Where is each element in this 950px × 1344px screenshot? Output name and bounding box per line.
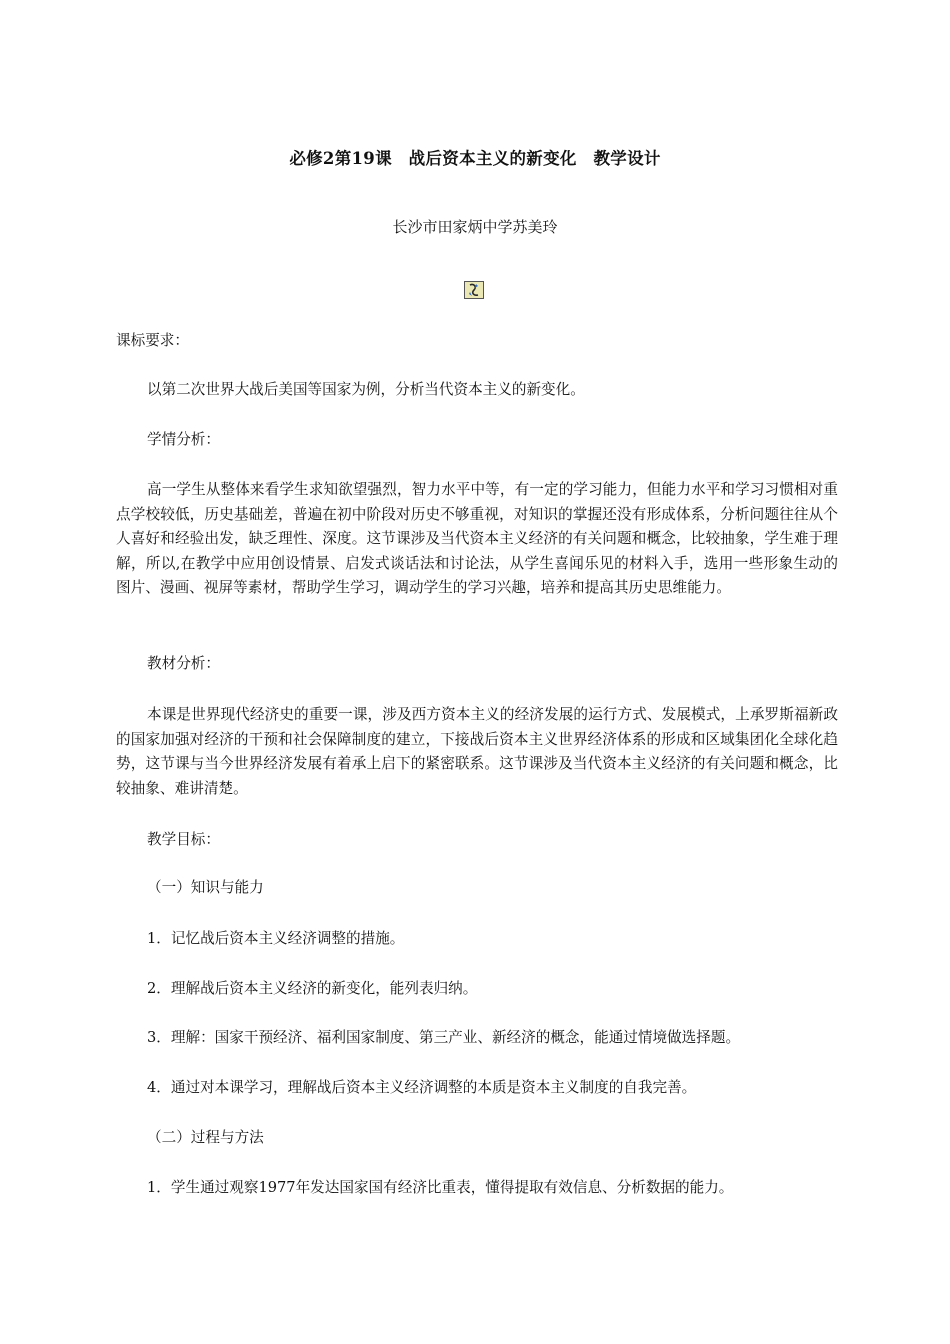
embedded-object-icon[interactable] bbox=[464, 281, 484, 299]
curriculum-heading: 课标要求： bbox=[116, 332, 189, 349]
document-author: 长沙市田家炳中学苏美玲 bbox=[392, 218, 558, 236]
knowledge-item: 3．理解：国家干预经济、福利国家制度、第三产业、新经济的概念，能通过情境做选择题。 bbox=[147, 1029, 741, 1046]
knowledge-item: 2．理解战后资本主义经济的新变化，能列表归纳。 bbox=[147, 980, 478, 997]
knowledge-item: 1．记忆战后资本主义经济调整的措施。 bbox=[147, 930, 405, 947]
process-heading: （二）过程与方法 bbox=[147, 1129, 264, 1146]
knowledge-heading: （一）知识与能力 bbox=[147, 879, 264, 896]
learner-heading: 学情分析： bbox=[147, 431, 220, 448]
curriculum-text: 以第二次世界大战后美国等国家为例，分析当代资本主义的新变化。 bbox=[147, 381, 585, 398]
knowledge-item: 4．通过对本课学习，理解战后资本主义经济调整的本质是资本主义制度的自我完善。 bbox=[147, 1079, 697, 1096]
document-title: 必修2第19课 战后资本主义的新变化 教学设计 bbox=[289, 149, 661, 168]
process-item: 1．学生通过观察1977年发达国家国有经济比重表，懂得提取有效信息、分析数据的能力。 bbox=[147, 1179, 734, 1196]
textbook-heading: 教材分析： bbox=[147, 655, 220, 672]
learner-paragraph: 高一学生从整体来看学生求知欲望强烈，智力水平中等，有一定的学习能力，但能力水平和学习习惯相对重点学校较低，历史基础差，普遍在初中阶段对历史不够重视，对知识的掌握还没有形成体系，分析问题往往从个人喜好和经验出发，缺乏理性、深度。这节课涉及当代资本主义经济的有关问题和概念，比较抽象，学生难于理解，所以,在教学中应用创设情景、启发式谈话法和讨论法，从学生喜闻乐见的材料入手，选用一些形象生动的图片、漫画、视屏等素材，帮助学生学习，调动学生的学习兴趣，培养和提高其历史思维能力。 bbox=[116, 481, 838, 596]
goals-heading: 教学目标： bbox=[147, 831, 220, 848]
textbook-paragraph: 本课是世界现代经济史的重要一课，涉及西方资本主义的经济发展的运行方式、发展模式，上承罗斯福新政的国家加强对经济的干预和社会保障制度的建立，下接战后资本主义世界经济体系的形成和区域集团化全球化趋势，这节课与当今世界经济发展有着承上启下的紧密联系。这节课涉及当代资本主义经济的有关问题和概念，比较抽象、难讲清楚。 bbox=[116, 706, 838, 797]
